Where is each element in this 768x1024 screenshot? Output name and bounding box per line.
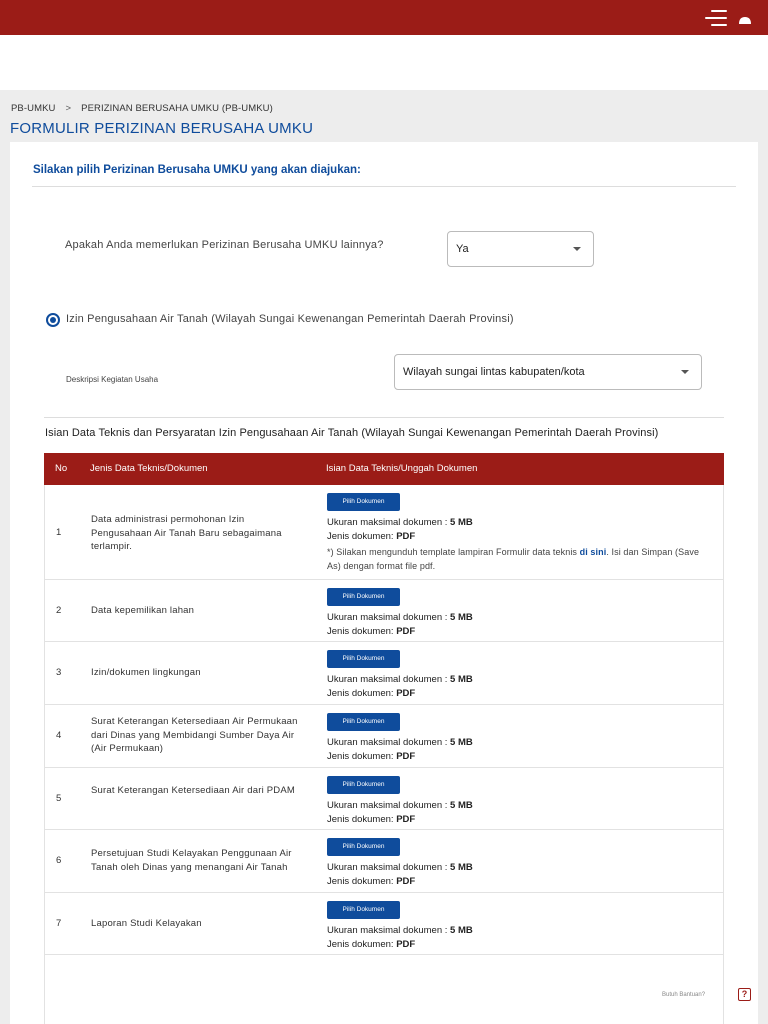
note-text: *) Silakan mengunduh template lampiran Formulir data teknis bbox=[327, 547, 580, 557]
form-card bbox=[10, 142, 758, 1024]
row-no: 1 bbox=[56, 527, 62, 538]
table-row bbox=[44, 580, 724, 642]
type-value: PDF bbox=[396, 688, 416, 699]
help-text[interactable]: Butuh Bantuan? bbox=[662, 992, 706, 998]
max-size-value: 5 MB bbox=[450, 925, 473, 936]
document-table bbox=[44, 453, 724, 1024]
row-upload bbox=[327, 588, 473, 639]
table-row bbox=[44, 955, 724, 1024]
choose-document-button[interactable]: Pilih Dokumen bbox=[327, 493, 400, 511]
max-size-label: Ukuran maksimal dokumen : bbox=[327, 674, 451, 685]
other-permit-select-value: Ya bbox=[456, 243, 469, 255]
header-spacer bbox=[0, 35, 768, 90]
row-no: 6 bbox=[56, 855, 62, 866]
divider bbox=[44, 417, 724, 418]
type-value: PDF bbox=[396, 814, 416, 825]
template-download-link[interactable]: di sini bbox=[579, 547, 607, 557]
type-label: Jenis dokumen: bbox=[327, 626, 397, 637]
other-permit-select[interactable] bbox=[447, 231, 594, 267]
upload-info bbox=[327, 673, 473, 701]
row-doc: Surat Keterangan Ketersediaan Air Permukaan dari Dinas yang Membidangi Sumber Daya Air (Air Permukaan) bbox=[91, 716, 298, 754]
template-note bbox=[327, 546, 707, 573]
max-size-value: 5 MB bbox=[450, 800, 473, 811]
choose-document-button[interactable]: Pilih Dokumen bbox=[327, 650, 400, 668]
table-row bbox=[44, 485, 724, 580]
table-row bbox=[44, 642, 724, 705]
row-upload bbox=[327, 838, 473, 889]
breadcrumb-item-pb-umku[interactable]: PB-UMKU bbox=[11, 103, 56, 114]
choose-document-button[interactable]: Pilih Dokumen bbox=[327, 776, 400, 794]
max-size-label: Ukuran maksimal dokumen : bbox=[327, 800, 451, 811]
max-size-label: Ukuran maksimal dokumen : bbox=[327, 612, 451, 623]
row-upload bbox=[327, 776, 473, 827]
breadcrumb-separator: > bbox=[65, 103, 72, 114]
upload-info bbox=[327, 799, 473, 827]
chevron-down-icon bbox=[573, 247, 581, 251]
type-label: Jenis dokumen: bbox=[327, 688, 397, 699]
row-doc: Laporan Studi Kelayakan bbox=[91, 918, 202, 929]
permit-radio-label: Izin Pengusahaan Air Tanah (Wilayah Sungai Kewenangan Pemerintah Daerah Provinsi) bbox=[66, 313, 514, 325]
breadcrumb-item-perizinan[interactable]: PERIZINAN BERUSAHA UMKU (PB-UMKU) bbox=[81, 103, 273, 114]
row-no: 5 bbox=[56, 793, 62, 804]
business-description-select[interactable] bbox=[394, 354, 702, 390]
card-heading: Silakan pilih Perizinan Berusaha UMKU yang akan diajukan: bbox=[33, 164, 361, 176]
table-row bbox=[44, 705, 724, 768]
row-upload bbox=[327, 493, 707, 573]
type-label: Jenis dokumen: bbox=[327, 876, 397, 887]
max-size-value: 5 MB bbox=[450, 612, 473, 623]
permit-radio[interactable] bbox=[46, 313, 60, 327]
max-size-value: 5 MB bbox=[450, 674, 473, 685]
max-size-value: 5 MB bbox=[450, 517, 473, 528]
business-description-label: Deskripsi Kegiatan Usaha bbox=[66, 375, 159, 384]
upload-info bbox=[327, 924, 473, 952]
type-label: Jenis dokumen: bbox=[327, 751, 397, 762]
max-size-label: Ukuran maksimal dokumen : bbox=[327, 517, 451, 528]
max-size-label: Ukuran maksimal dokumen : bbox=[327, 862, 451, 873]
type-value: PDF bbox=[396, 876, 416, 887]
choose-document-button[interactable]: Pilih Dokumen bbox=[327, 838, 400, 856]
help-question-icon[interactable]: ? bbox=[738, 988, 751, 1001]
user-icon[interactable] bbox=[737, 12, 753, 26]
header-upload: Isian Data Teknis/Unggah Dokumen bbox=[326, 463, 478, 474]
max-size-value: 5 MB bbox=[450, 737, 473, 748]
max-size-label: Ukuran maksimal dokumen : bbox=[327, 925, 451, 936]
divider bbox=[32, 186, 736, 187]
choose-document-button[interactable]: Pilih Dokumen bbox=[327, 901, 400, 919]
row-no: 4 bbox=[56, 730, 62, 741]
table-row bbox=[44, 768, 724, 830]
row-upload bbox=[327, 901, 473, 952]
choose-document-button[interactable]: Pilih Dokumen bbox=[327, 588, 400, 606]
row-no: 2 bbox=[56, 605, 62, 616]
row-upload bbox=[327, 713, 473, 764]
top-bar bbox=[0, 0, 768, 35]
max-size-label: Ukuran maksimal dokumen : bbox=[327, 737, 451, 748]
page-title: FORMULIR PERIZINAN BERUSAHA UMKU bbox=[10, 120, 314, 137]
row-doc: Persetujuan Studi Kelayakan Penggunaan Air Tanah oleh Dinas yang menangani Air Tanah bbox=[91, 848, 292, 873]
table-title: Isian Data Teknis dan Persyaratan Izin Pengusahaan Air Tanah (Wilayah Sungai Kewenangan Pemerintah Daerah Provinsi) bbox=[45, 427, 659, 439]
row-no: 7 bbox=[56, 918, 62, 929]
upload-info bbox=[327, 611, 473, 639]
row-doc: Izin/dokumen lingkungan bbox=[91, 667, 201, 678]
business-description-select-value: Wilayah sungai lintas kabupaten/kota bbox=[403, 366, 585, 378]
type-value: PDF bbox=[396, 626, 416, 637]
type-label: Jenis dokumen: bbox=[327, 814, 397, 825]
chevron-down-icon bbox=[681, 370, 689, 374]
type-value: PDF bbox=[396, 531, 416, 542]
row-doc: Data kepemilikan lahan bbox=[91, 605, 195, 616]
max-size-value: 5 MB bbox=[450, 862, 473, 873]
header-doc: Jenis Data Teknis/Dokumen bbox=[90, 463, 208, 474]
type-label: Jenis dokumen: bbox=[327, 939, 397, 950]
row-upload bbox=[327, 650, 473, 701]
choose-document-button[interactable]: Pilih Dokumen bbox=[327, 713, 400, 731]
note-text: . Isi dan Simpan (Save As) dengan format file pdf. bbox=[327, 547, 700, 571]
row-no: 3 bbox=[56, 667, 62, 678]
table-row bbox=[44, 830, 724, 893]
other-permit-question-label: Apakah Anda memerlukan Perizinan Berusaha UMKU lainnya? bbox=[65, 239, 384, 251]
upload-info bbox=[327, 516, 707, 544]
row-doc: Data administrasi permohonan Izin Pengusahaan Air Tanah Baru sebagaimana terlampir. bbox=[91, 514, 282, 552]
hamburger-menu-icon[interactable] bbox=[705, 10, 727, 26]
type-label: Jenis dokumen: bbox=[327, 531, 397, 542]
table-row bbox=[44, 893, 724, 955]
row-doc: Surat Keterangan Ketersediaan Air dari PDAM bbox=[91, 785, 295, 796]
type-value: PDF bbox=[396, 751, 416, 762]
upload-info bbox=[327, 736, 473, 764]
table-header bbox=[44, 453, 724, 485]
breadcrumb bbox=[11, 103, 273, 114]
upload-info bbox=[327, 861, 473, 889]
header-no: No bbox=[55, 463, 68, 474]
type-value: PDF bbox=[396, 939, 416, 950]
